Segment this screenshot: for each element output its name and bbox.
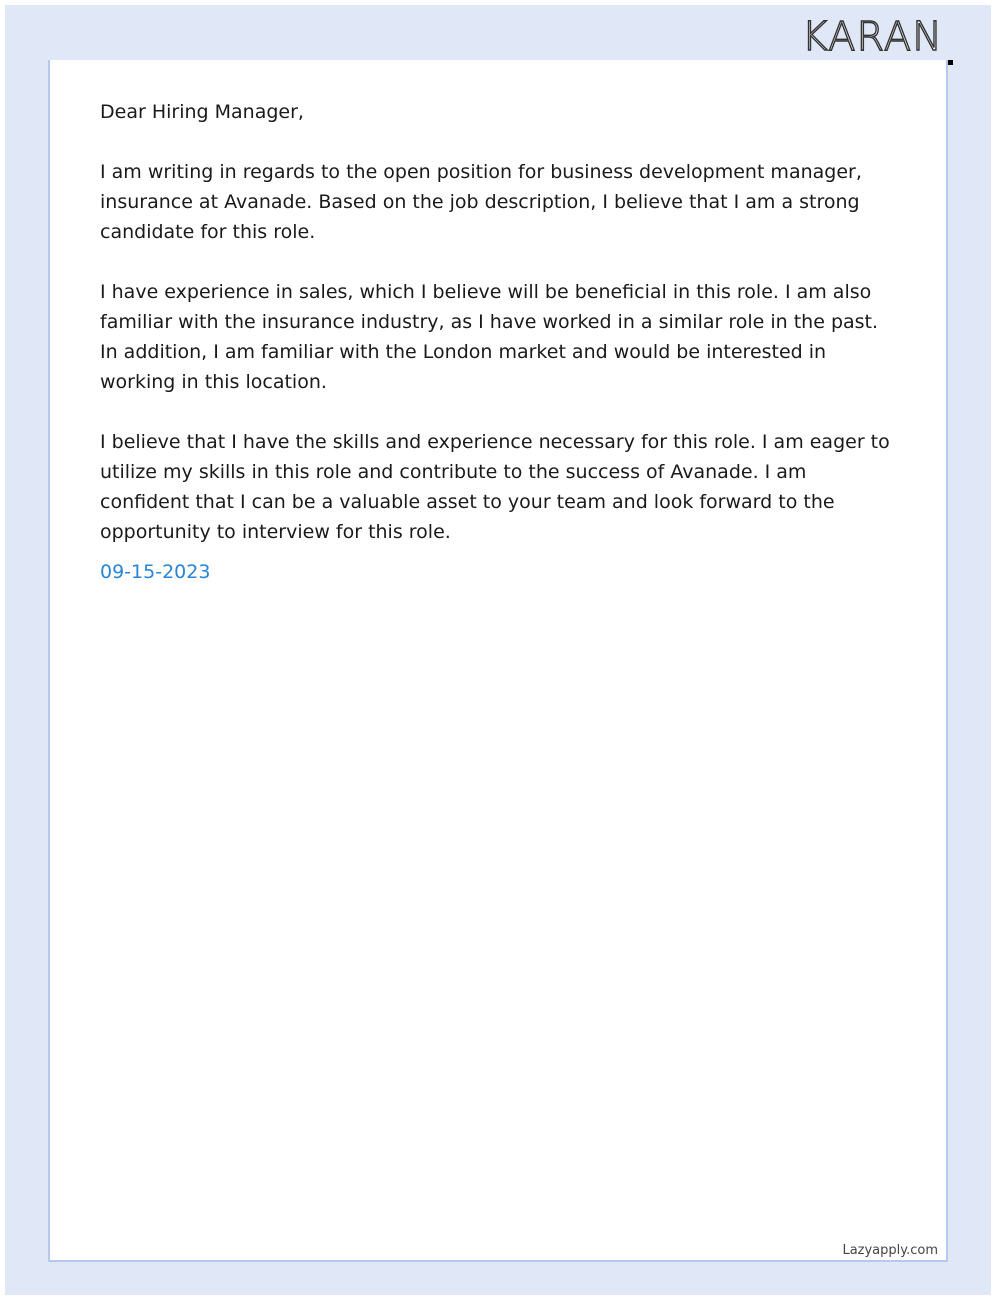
salutation: Dear Hiring Manager,: [100, 101, 304, 123]
letter-body: [100, 97, 900, 587]
letter-date: 09-15-2023: [100, 561, 211, 583]
paragraph-2: I have experience in sales, which I believe will be beneficial in this role. I am also familiar with the insurance industry, as I have worked in a similar role in the past. In addition, I am familiar with the London market and would be interested in working in this location.: [100, 281, 879, 393]
paragraph-1: I am writing in regards to the open position for business development manager, insurance at Avanade. Based on the job description, I believe that I am a strong candidate for this role.: [100, 161, 862, 243]
brand-name: KARAN: [801, 14, 943, 60]
letter-page: [48, 60, 948, 1262]
footer-watermark: Lazyapply.com: [842, 1243, 938, 1258]
paragraph-3: I believe that I have the skills and experience necessary for this role. I am eager to utilize my skills in this role and contribute to the success of Avanade. I am confident that I can be a valuable asset to your team and look forward to the opportunity to interview for this role.: [100, 431, 890, 543]
